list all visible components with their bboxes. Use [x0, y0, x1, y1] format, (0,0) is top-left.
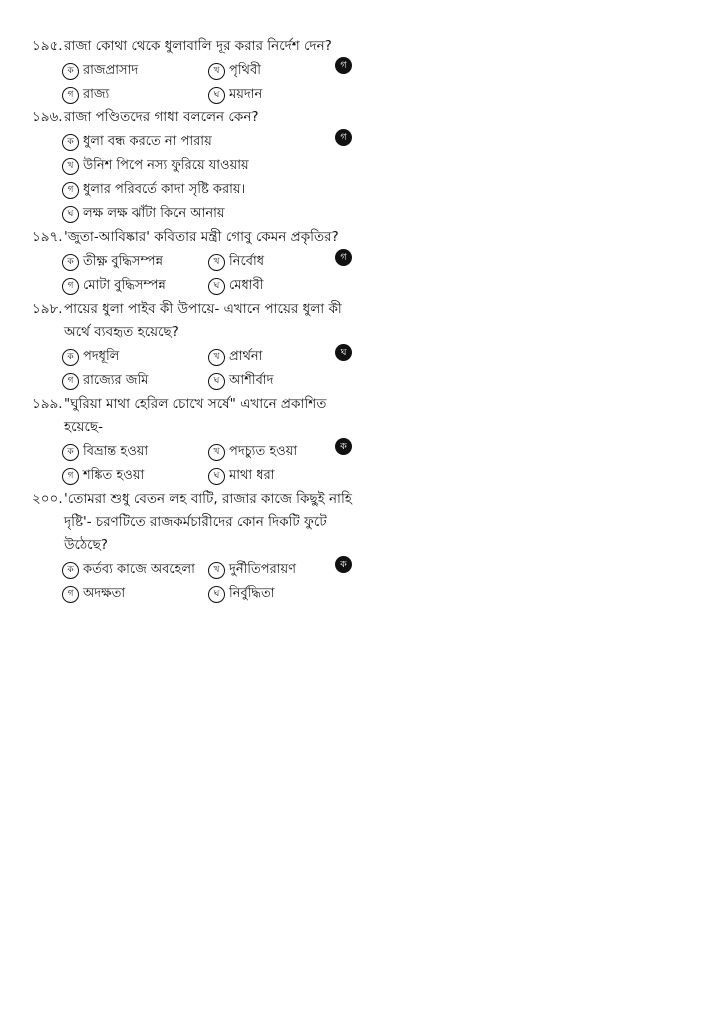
option-ga[interactable] [62, 180, 245, 201]
option-marker: ঘ [208, 373, 225, 390]
option-text: ধুলা বন্ধ করতে না পারায় [83, 133, 212, 149]
option-gha[interactable] [208, 584, 275, 605]
option-marker: খ [208, 254, 225, 271]
question-200 [32, 488, 362, 606]
option-gha[interactable] [62, 204, 225, 225]
option-text: পৃথিবী [229, 62, 261, 78]
option-text: দুর্নীতিপরায়ণ [229, 561, 297, 577]
question-198 [32, 298, 362, 393]
option-marker: ঘ [62, 206, 79, 223]
option-text: মোটা বুদ্ধিসম্পন্ন [83, 277, 166, 293]
option-gha[interactable] [208, 371, 273, 392]
option-text: নির্বুদ্ধিতা [229, 585, 275, 601]
option-ka[interactable] [62, 61, 208, 82]
question-196 [32, 106, 362, 226]
option-text: অদক্ষতা [83, 585, 126, 601]
option-ka[interactable] [62, 347, 208, 368]
option-kha[interactable] [208, 61, 261, 82]
answer-badge-199: ক [335, 438, 352, 455]
question-text: রাজা পণ্ডিতদের গাধা বললেন কেন? [64, 109, 259, 125]
option-marker: ক [62, 349, 79, 366]
question-number: ২০০. [32, 491, 63, 507]
answer-badge-195: গ [335, 57, 352, 74]
option-marker: ক [62, 444, 79, 461]
option-text: মাথা ধরা [229, 467, 275, 483]
question-text: রাজা কোথা থেকে ধুলাবালি দূর করার নির্দেশ দেন? [64, 38, 332, 54]
option-text: রাজ্যের জমি [83, 372, 149, 388]
option-gha[interactable] [208, 276, 264, 297]
option-marker: খ [208, 444, 225, 461]
option-marker: ক [62, 63, 79, 80]
option-ka[interactable] [62, 252, 208, 273]
option-marker: ক [62, 134, 79, 151]
option-marker: খ [208, 349, 225, 366]
question-text: 'জুতা-আবিষ্কার' কবিতার মন্ত্রী গোবু কেমন প্রকৃতির? [64, 229, 339, 245]
option-text: উনিশ পিপে নস্য ফুরিয়ে যাওয়ায় [83, 157, 249, 173]
option-marker: ঘ [208, 586, 225, 603]
answer-badge-200: ক [335, 556, 352, 573]
option-text: তীক্ষ্ণ বুদ্ধিসম্পন্ন [83, 253, 163, 269]
option-marker: ক [62, 562, 79, 579]
option-gha[interactable] [208, 85, 262, 106]
option-marker: খ [208, 63, 225, 80]
option-kha[interactable] [208, 560, 296, 581]
option-marker: গ [62, 373, 79, 390]
question-text: "ঘুরিয়া মাথা হেরিল চোখে সর্ষে" এখানে প্রকাশিত হয়েছে- [64, 396, 327, 435]
answer-badge-198: ঘ [335, 344, 352, 361]
option-kha[interactable] [62, 156, 249, 177]
option-text: কর্তব্য কাজে অবহেলা [83, 561, 195, 577]
option-text: বিভ্রান্ত হওয়া [83, 443, 149, 459]
question-text: পায়ের ধুলা পাইব কী উপায়ে- এখানে পায়ের ধুলা কী অর্থে ব্যবহৃত হয়েছে? [64, 301, 342, 340]
option-marker: ঘ [208, 87, 225, 104]
option-ga[interactable] [62, 584, 208, 605]
option-ka[interactable] [62, 132, 212, 153]
option-ga[interactable] [62, 466, 208, 487]
question-number: ১৯৯. [32, 396, 63, 412]
option-marker: গ [62, 586, 79, 603]
question-number: ১৯৫. [32, 38, 63, 54]
option-text: মেধাবী [229, 277, 264, 293]
answer-badge-196: গ [335, 129, 352, 146]
option-kha[interactable] [208, 442, 297, 463]
option-marker: গ [62, 87, 79, 104]
option-text: পদধূলি [83, 348, 120, 364]
option-marker: খ [62, 158, 79, 175]
option-marker: ঘ [208, 468, 225, 485]
option-marker: ঘ [208, 278, 225, 295]
option-text: রাজপ্রাসাদ [83, 62, 139, 78]
option-text: প্রার্থনা [229, 348, 263, 364]
option-marker: খ [208, 562, 225, 579]
option-text: লক্ষ লক্ষ ঝাঁটা কিনে আনায় [83, 205, 225, 221]
option-ga[interactable] [62, 276, 208, 297]
option-text: পদচ্যুত হওয়া [229, 443, 298, 459]
option-kha[interactable] [208, 252, 264, 273]
option-text: ধুলার পরিবর্তে কাদা সৃষ্টি করায়। [83, 181, 246, 197]
option-ka[interactable] [62, 442, 208, 463]
option-text: নির্বোধ [229, 253, 264, 269]
question-197 [32, 226, 362, 298]
option-text: শঙ্কিত হওয়া [83, 467, 145, 483]
option-marker: গ [62, 182, 79, 199]
question-199 [32, 393, 362, 488]
option-ga[interactable] [62, 371, 208, 392]
option-marker: গ [62, 278, 79, 295]
question-195 [32, 35, 362, 107]
question-text: 'তোমরা শুধু বেতন লহ বাটি, রাজার কাজে কিছুই নাহি দৃষ্টি'- চরণটিতে রাজকর্মচারীদের কোন দিকটি ফুটে উঠেছে? [64, 491, 352, 553]
option-kha[interactable] [208, 347, 262, 368]
option-marker: গ [62, 468, 79, 485]
question-number: ১৯৮. [32, 301, 63, 317]
option-text: ময়দান [229, 86, 263, 102]
option-ga[interactable] [62, 85, 208, 106]
option-gha[interactable] [208, 466, 275, 487]
option-text: রাজ্য [83, 86, 110, 102]
option-text: আশীর্বাদ [229, 372, 274, 388]
option-ka[interactable] [62, 560, 208, 581]
question-number: ১৯৬. [32, 109, 63, 125]
question-number: ১৯৭. [32, 229, 63, 245]
option-marker: ক [62, 254, 79, 271]
answer-badge-197: গ [335, 249, 352, 266]
